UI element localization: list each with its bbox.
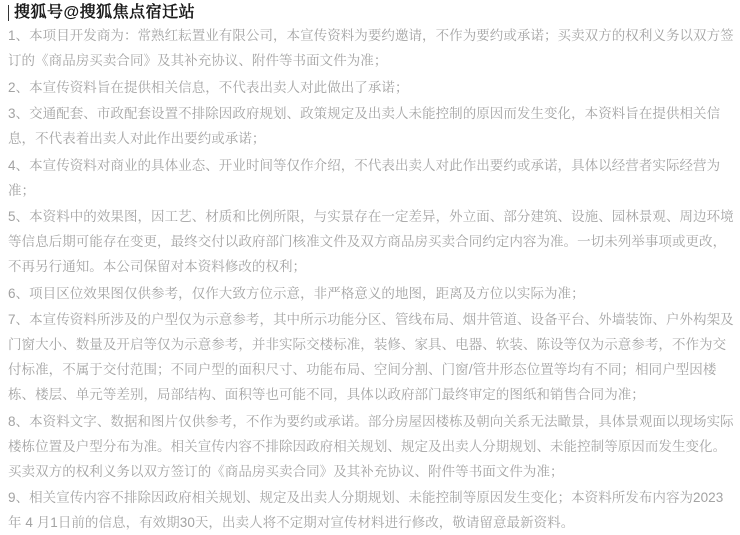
disclaimer-item-5: 5、本资料中的效果图，因工艺、材质和比例所限，与实景存在一定差异，外立面、部分建筑、设施、园林景观、周边环境等信息后期可能存在变更，最终交付以政府部门核准文件及双方商品房买卖合同约定内容为准。一切未列举事项或更改，不再另行通知。本公司保留对本资料修改的权利； xyxy=(8,209,734,274)
disclaimer-item-9: 9、相关宣传内容不排除因政府相关规划、规定及出卖人分期规划、未能控制等原因发生变化；本资料所发布内容为2023年 4 月1日前的信息，有效期30天，出卖人将不定期对宣传材料进行修改，敬请留意最新资料。 xyxy=(8,490,724,530)
disclaimer-text-block xyxy=(8,23,735,535)
disclaimer-item-6: 6、项目区位效果图仅供参考，仅作大致方位示意，非严格意义的地图，距离及方位以实际为准； xyxy=(8,285,585,301)
disclaimer-item-3: 3、交通配套、市政配套设置不排除因政府规划、政策规定及出卖人未能控制的原因而发生变化，本资料旨在提供相关信息，不代表着出卖人对此作出要约或承诺； xyxy=(8,106,721,146)
text-cursor xyxy=(8,5,9,21)
disclaimer-item-4: 4、本宣传资料对商业的具体业态、开业时间等仅作介绍，不代表出卖人对此作出要约或承诺，具体以经营者实际经营为准； xyxy=(8,157,721,198)
byline xyxy=(8,2,735,23)
disclaimer-item-2: 2、本宣传资料旨在提供相关信息，不代表出卖人对此做出了承诺； xyxy=(8,79,409,95)
disclaimer-item-7: 7、本宣传资料所涉及的户型仅为示意参考，其中所示功能分区、管线布局、烟井管道、设备平台、外墙装饰、户外构架及门窗大小、数量及开启等仅为示意参考，并非实际交楼标准，装修、家具、电器、软装、陈设等仅为示意参考，不作为交付标准，不属于交付范围；不同户型的面积尺寸、功能布局、空间分割、门窗/管井形态位置等均有不同；相同户型因楼栋、楼层、单元等差别，局部结构、面积等也可能不同，具体以政府部门最终审定的图纸和销售合同为准； xyxy=(8,312,734,402)
disclaimer-item-1: 1、本项目开发商为：常熟红耘置业有限公司，本宣传资料为要约邀请，不作为要约或承诺；买卖双方的权利义务以双方签订的《商品房买卖合同》及其补充协议、附件等书面文件为准； xyxy=(8,28,734,68)
disclaimer-item-8: 8、本资料文字、数据和图片仅供参考，不作为要约或承诺。部分房屋因楼栋及朝向关系无法瞰景，具体景观面以现场实际楼栋位置及户型分布为准。相关宣传内容不排除因政府相关规划、规定及出卖人分期规划、未能控制等原因而发生变化。买卖双方的权利义务以双方签订的《商品房买卖合同》及其补充协议、附件等书面文件为准； xyxy=(8,413,734,479)
sohu-account-link[interactable]: 搜狐号@搜狐焦点宿迁站 xyxy=(14,4,196,21)
